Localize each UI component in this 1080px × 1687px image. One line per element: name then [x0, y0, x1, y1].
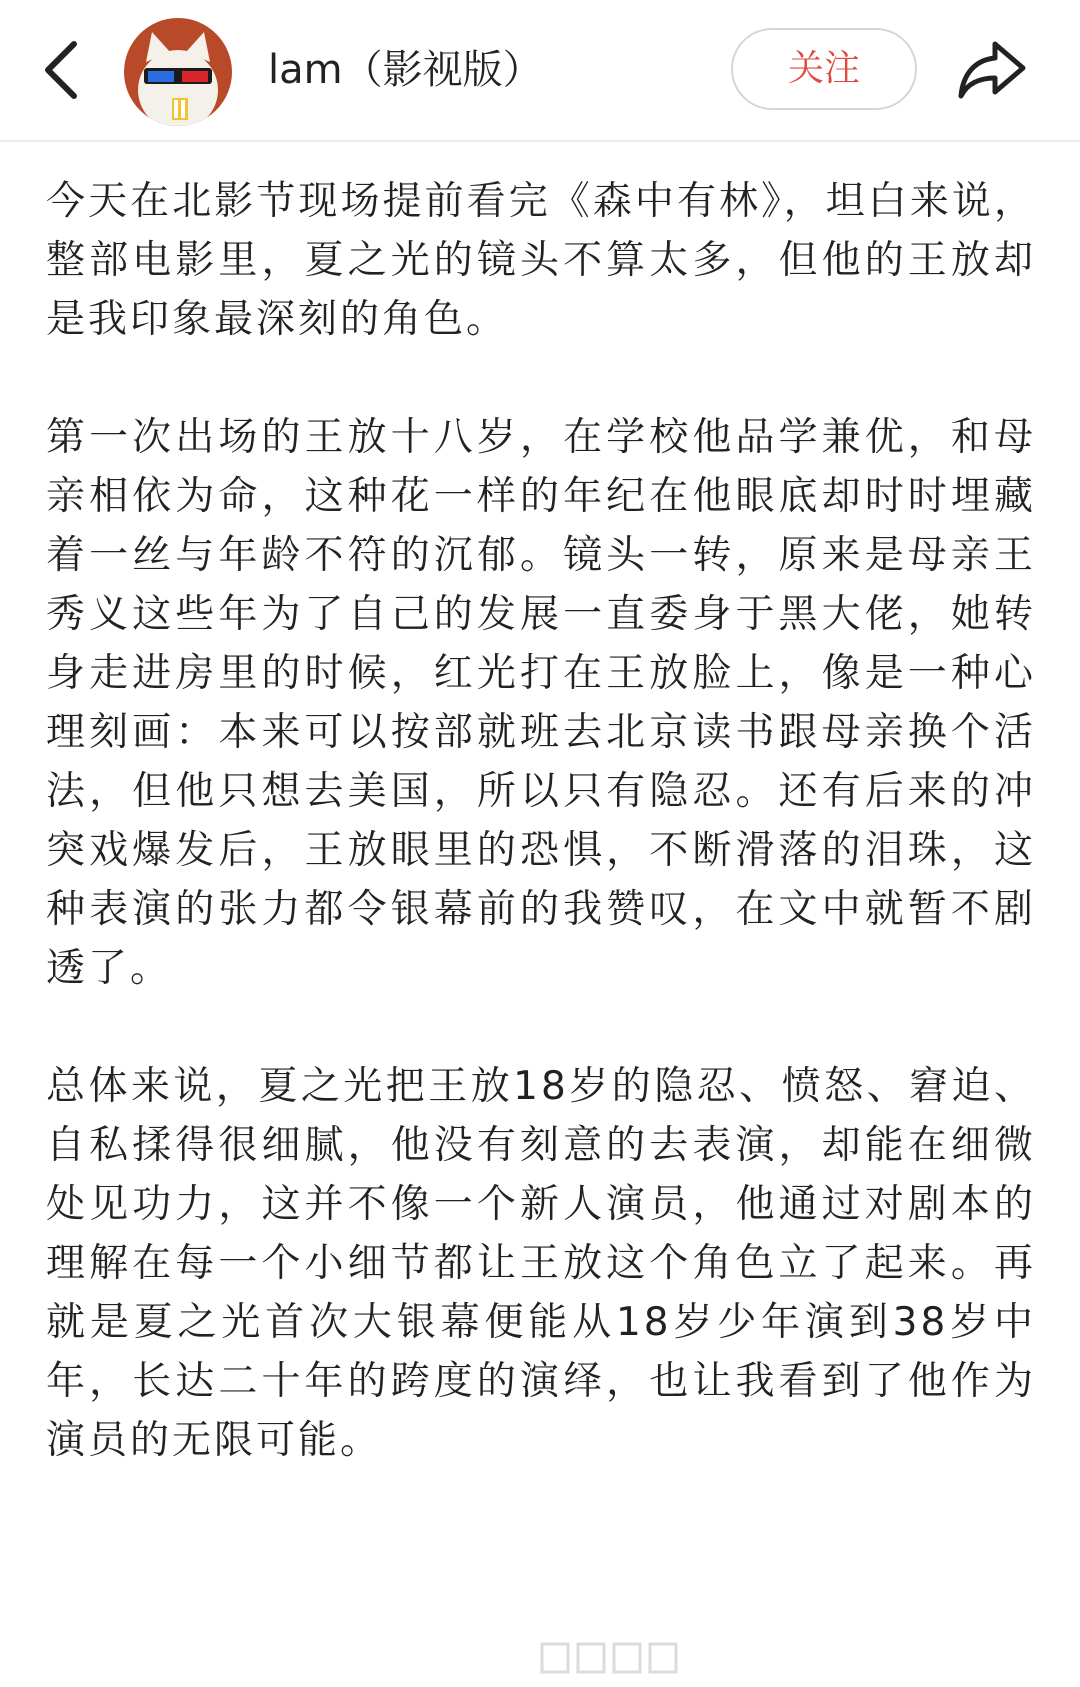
post-paragraph-3: 总体来说，夏之光把王放18岁的隐忍、愤怒、窘迫、自私揉得很细腻，他没有刻意的去表演，却能在细微处见功力，这并不像一个新人演员，他通过对剧本的理解在每一个小细节都让王放这个角色立了起来。再就是夏之光首次大银幕便能从18岁少年演到38岁中年，长达二十年的跨度的演绎，也让我看到了他作为演员的无限可能。	[46, 1064, 1036, 1463]
paragraph-spacer	[46, 349, 1036, 408]
chevron-left-icon	[38, 38, 88, 102]
share-button[interactable]	[955, 36, 1029, 102]
post-paragraph-2: 第一次出场的王放十八岁，在学校他品学兼优，和母亲相依为命，这种花一样的年纪在他眼底却时时埋藏着一丝与年龄不符的沉郁。镜头一转，原来是母亲王秀义这些年为了自己的发展一直委身于黑大佬，她转身走进房里的时候，红光打在王放脸上，像是一种心理刻画：本来可以按部就班去北京读书跟母亲换个活法，但他只想去美国，所以只有隐忍。还有后来的冲突戏爆发后，王放眼里的恐惧，不断滑落的泪珠，这种表演的张力都令银幕前的我赞叹，在文中就暂不剧透了。	[46, 415, 1036, 991]
cat-with-3d-glasses-avatar-icon	[124, 18, 232, 126]
watermark-icon	[540, 1638, 690, 1678]
header-divider	[0, 140, 1080, 142]
post-body	[46, 172, 1036, 1470]
share-arrow-icon	[955, 36, 1029, 102]
top-bar	[0, 0, 1080, 140]
follow-button[interactable]: 关注	[731, 28, 917, 110]
username[interactable]: lam（影视版）	[268, 47, 543, 93]
back-button[interactable]	[38, 38, 88, 102]
post-paragraph-1: 今天在北影节现场提前看完《森中有林》，坦白来说，整部电影里，夏之光的镜头不算太多，但他的王放却是我印象最深刻的角色。	[46, 179, 1036, 342]
paragraph-spacer	[46, 998, 1036, 1057]
avatar[interactable]	[124, 18, 232, 126]
